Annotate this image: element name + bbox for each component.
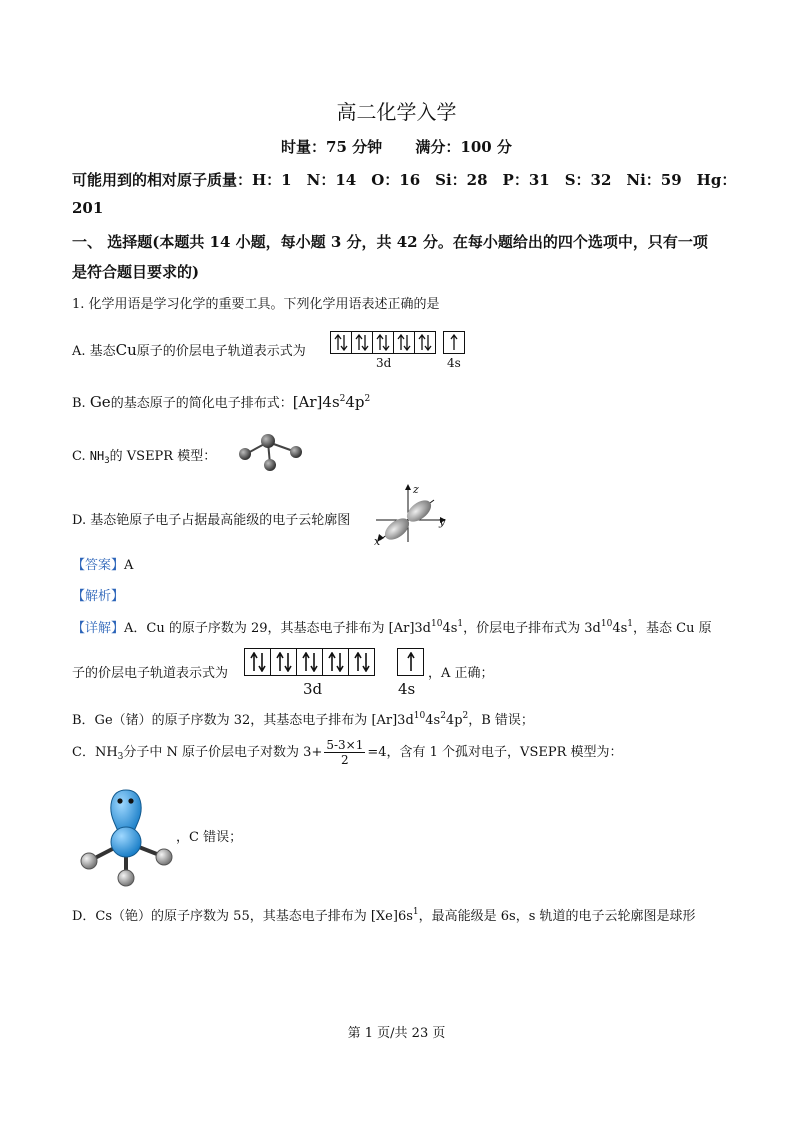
subscript: 3 <box>117 752 124 762</box>
atomic-masses-line1: 可能用到的相对原子质量：H：1 N：14 O：16 Si：28 P：31 S：32 Ni：59 Hg： <box>72 171 737 189</box>
detail-c-text: =4，含有 1 个孤对电子，VSEPR 模型为： <box>367 745 623 760</box>
section-heading-line2: 是符合题目要求的) <box>72 263 200 281</box>
exam-score: 满分：100 分 <box>415 138 512 156</box>
p-orbital-cloud-icon <box>372 482 452 546</box>
arrow-up-down-icon <box>373 332 394 353</box>
detail-c-text: C．NH <box>72 745 118 760</box>
orbital-label-3d: 3d <box>376 356 392 370</box>
detail-c-text: 分子中 N 原子价层电子对数为 3+ <box>123 745 323 760</box>
detail-d-text: ，最高能级是 6s，s 轨道的电子云轮廓图是球形 <box>418 909 696 924</box>
arrow-up-icon <box>398 649 423 675</box>
superscript: 1 <box>457 619 464 629</box>
axis-label-z: z <box>413 483 419 496</box>
option-c-formula <box>89 449 110 466</box>
detail-a-text: ，基态 Cu 原 <box>633 621 712 636</box>
arrow-up-icon <box>444 332 464 353</box>
analysis-label: 【解析】 <box>72 589 125 604</box>
fraction-numerator: 5-3×1 <box>326 738 364 752</box>
arrow-up-down-icon <box>297 649 323 675</box>
question-stem: 1. 化学用语是学习化学的重要工具。下列化学用语表述正确的是 <box>72 297 440 312</box>
superscript: 1 <box>627 619 634 629</box>
answer-value: A <box>124 558 134 573</box>
subscript: 3 <box>104 456 110 466</box>
detail-a-text: 4s <box>442 621 458 636</box>
option-b-text: 的基态原子的简化电子排布式： <box>110 396 293 411</box>
exam-time: 时量：75 分钟 <box>281 138 383 156</box>
section-heading-line1: 一、 选择题(本题共 14 小题，每小题 3 分，共 42 分。在每小题给出的四个选项中，只有一项 <box>72 233 708 251</box>
arrow-up-down-icon <box>394 332 415 353</box>
nh3-vsepr-model-icon <box>74 784 184 894</box>
detail-a-text: 4s <box>612 621 628 636</box>
arrow-up-down-icon <box>245 649 271 675</box>
arrow-up-down-icon <box>323 649 349 675</box>
option-a-orbital-4s <box>443 331 465 355</box>
superscript: 10 <box>413 711 426 721</box>
detail-a-text: ，价层电子排布式为 3d <box>463 621 601 636</box>
orbital-label-4s: 4s <box>447 356 461 370</box>
option-a-orbital-3d <box>330 331 436 355</box>
option-b-prefix: B. <box>72 396 86 411</box>
option-a <box>72 340 306 359</box>
fraction <box>324 738 365 767</box>
option-b-element: Ge <box>89 393 111 411</box>
arrow-up-down-icon <box>271 649 297 675</box>
exam-info <box>0 136 793 157</box>
option-d: D. 基态铯原子电子占据最高能级的电子云轮廓图 <box>72 513 351 528</box>
atomic-masses-line2: 201 <box>72 199 104 217</box>
formula-nh: NH <box>89 449 105 463</box>
detail-a-line2: 子的价层电子轨道表示式为 <box>72 666 229 681</box>
option-a-prefix: A. 基态 <box>72 344 116 359</box>
page-footer: 第 1 页/共 23 页 <box>347 1026 446 1041</box>
detail-d-text: D．Cs（铯）的原子序数为 55，其基态电子排布为 [Xe]6s <box>72 909 413 924</box>
detail-b-text: B．Ge（锗）的原子序数为 32，其基态电子排布为 [Ar]3d <box>72 713 414 728</box>
option-c-text: 的 VSEPR 模型： <box>109 449 217 464</box>
detail-b <box>72 709 534 728</box>
fraction-denominator: 2 <box>341 753 349 767</box>
answer <box>72 554 133 573</box>
detail-c <box>72 738 623 767</box>
page-title: 高二化学入学 <box>336 100 457 124</box>
option-a-text: 原子的价层电子轨道表示式为 <box>136 344 306 359</box>
superscript: 10 <box>431 619 443 629</box>
option-c-molecule-icon <box>232 430 304 472</box>
option-c-prefix: C. <box>72 449 86 464</box>
detail-label: 【详解】 <box>72 621 125 636</box>
detail-a-conclusion: ，A 正确； <box>428 666 494 681</box>
detail-d <box>72 905 696 924</box>
superscript: 2 <box>440 711 446 721</box>
option-a-element: Cu <box>115 341 137 359</box>
detail-a-line1 <box>72 617 712 636</box>
detail-a-text: A．Cu 的原子序数为 29，其基态电子排布为 [Ar]3d <box>124 621 432 636</box>
option-b <box>72 392 370 411</box>
option-b-config-mid: 4p <box>345 393 365 411</box>
detail-orbital-label-3d: 3d <box>303 680 323 698</box>
arrow-up-down-icon <box>415 332 435 353</box>
superscript: 2 <box>462 711 469 721</box>
axis-label-y: y <box>439 515 446 528</box>
superscript: 1 <box>412 907 419 917</box>
answer-label: 【答案】 <box>72 558 125 573</box>
detail-b-text: 4s <box>425 713 441 728</box>
option-b-config: [Ar]4s <box>292 393 340 411</box>
detail-a-orbital-4s <box>397 648 424 676</box>
detail-a-orbital-3d <box>244 648 375 676</box>
arrow-up-down-icon <box>352 332 373 353</box>
detail-orbital-label-4s: 4s <box>398 680 416 698</box>
superscript: 10 <box>600 619 613 629</box>
detail-b-text: 4p <box>445 713 463 728</box>
arrow-up-down-icon <box>331 332 352 353</box>
detail-b-text: ，B 错误； <box>468 713 534 728</box>
superscript: 2 <box>364 394 371 404</box>
option-c <box>72 445 216 464</box>
arrow-up-down-icon <box>349 649 374 675</box>
superscript: 2 <box>339 394 346 404</box>
axis-label-x: x <box>374 535 381 548</box>
detail-c-conclusion: ，C 错误； <box>176 830 243 845</box>
